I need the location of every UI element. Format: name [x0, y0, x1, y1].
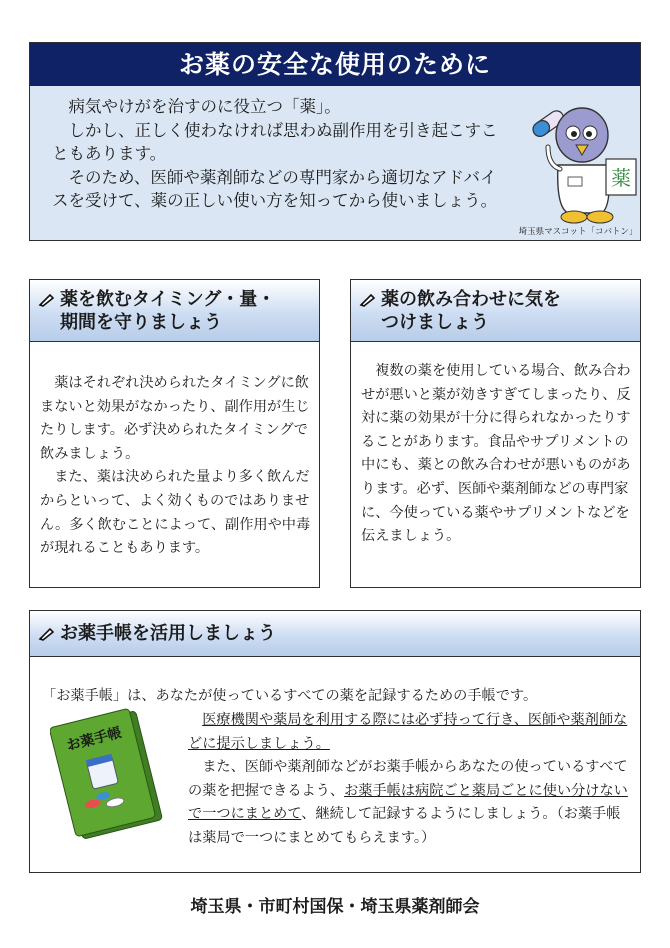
section-title: お薬手帳を活用しましょう	[60, 623, 276, 644]
pencil-icon	[38, 293, 54, 307]
section-header	[30, 611, 640, 657]
section-header	[30, 280, 319, 342]
paragraph: 薬はそれぞれ決められたタイミングに飲まないと効果がなかったり、副作用が生じたりします。必ず決められたタイミングで飲みましょう。	[40, 375, 310, 462]
underlined-text: 医療機関や薬局を利用する際には必ず持って行き、医師や薬剤師などに提示しましょう。	[188, 712, 628, 752]
intro-paragraph: そのため、医師や薬剤師などの専門家から適切なアドバイスを受けて、薬の正しい使い方を知ってから使いましょう。	[52, 167, 498, 210]
notebook-cover-label: お薬手帳	[65, 725, 124, 755]
drug-interaction-section	[350, 279, 641, 588]
pencil-icon	[359, 293, 375, 307]
intro-text	[52, 95, 512, 213]
paragraph-text: また、医師や薬剤師などがお薬手帳からあなたの使っているすべての薬を把握できるよう、	[188, 759, 628, 799]
intro-paragraph: しかし、正しく使わなければ思わぬ副作用を引き起こすこともあります。	[52, 120, 498, 163]
mascot-sign-text: 薬	[611, 166, 631, 190]
pencil-icon	[38, 627, 54, 641]
intro-paragraph: 病気やけがを治すのに役立つ「薬」。	[68, 97, 341, 116]
notebook-intro-line: 「お薬手帳」は、あなたが使っているすべての薬を記録するための手帳です。	[42, 688, 538, 704]
footer-organizations: 埼玉県・市町村国保・埼玉県薬剤師会	[190, 897, 480, 917]
paragraph: 複数の薬を使用している場合、飲み合わせが悪いと薬が効きすぎてしまったり、反対に薬の効果が十分に得られなかったりすることがあります。食品やサプリメントの中にも、薬との飲み合わせが悪いものがあります。必ず、医師や薬剤師などの専門家に、今使っている薬やサプリメントなどを伝えましょう。	[361, 363, 631, 545]
section-header	[351, 280, 640, 342]
notebook-body	[188, 709, 634, 851]
section-title-line2: 期間を守りましょう	[60, 312, 222, 333]
section-title-line2: つけましょう	[381, 312, 489, 333]
intro-panel	[29, 42, 641, 241]
paragraph-text: 、継続して記録するようにしましょう。（お薬手帳は薬局で一つにまとめてもらえます。）	[188, 806, 621, 846]
timing-dosage-section	[29, 279, 320, 588]
section-title: 薬の飲み合わせに気を	[381, 289, 561, 310]
section-body	[361, 360, 636, 549]
section-body	[40, 372, 315, 561]
underlined-text: お薬手帳は病院ごと薬局ごとに使い分けないで一つにまとめて	[188, 782, 628, 823]
medicine-notebook-section	[29, 610, 641, 873]
medicine-notebook-illustration	[50, 699, 168, 849]
mascot-caption: 埼玉県マスコット「コバトン」	[518, 227, 638, 237]
page-title: お薬の安全な使用のために	[30, 43, 640, 86]
section-title: 薬を飲むタイミング・量・	[60, 289, 276, 310]
mascot-illustration	[518, 95, 638, 230]
paragraph: また、薬は決められた量より多く飲んだからといって、よく効くものではありません。多く飲むことによって、副作用や中毒が現れることもあります。	[40, 469, 311, 557]
